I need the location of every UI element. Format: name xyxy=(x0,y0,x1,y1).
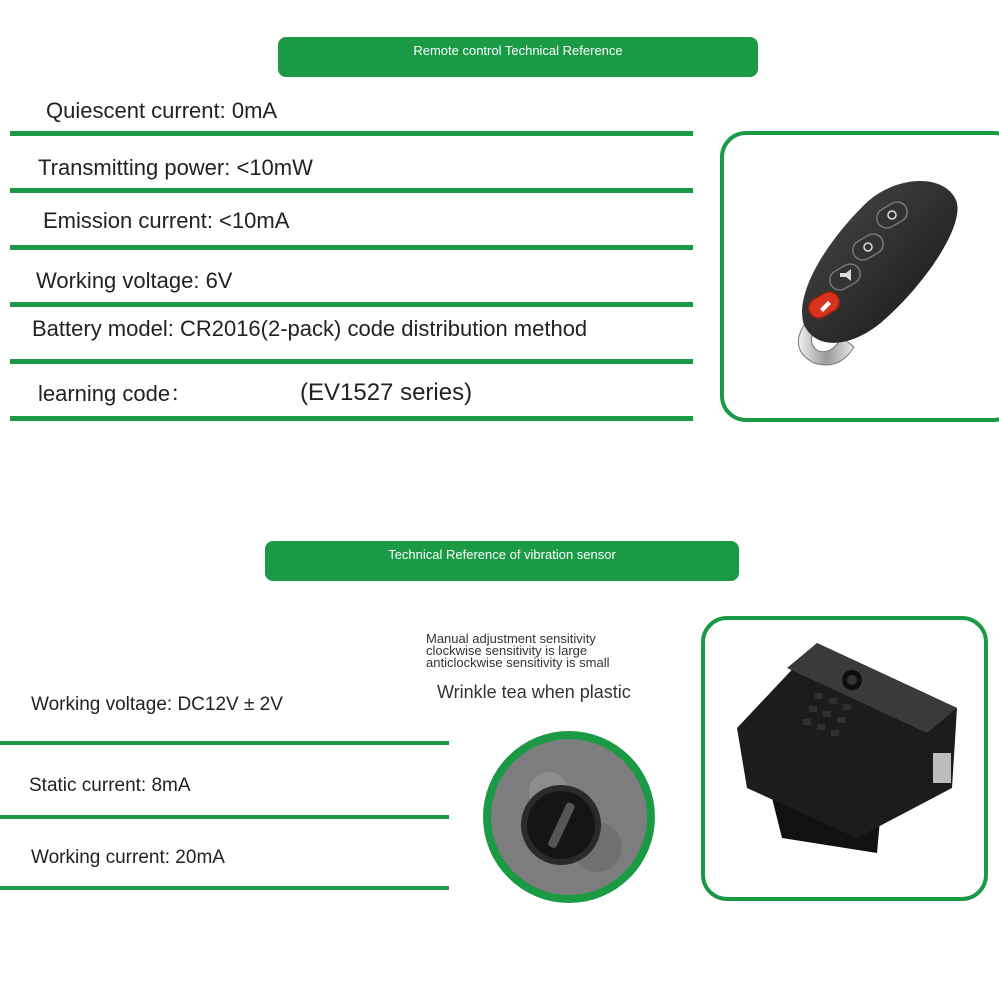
sensor-image-frame xyxy=(701,616,988,901)
remote-banner-title: Remote control Technical Reference xyxy=(413,43,623,58)
divider xyxy=(10,131,693,136)
divider xyxy=(0,741,449,745)
remote-image-frame xyxy=(720,131,999,422)
sensor-banner xyxy=(265,541,739,581)
spec-working-current: Working current: 20mA xyxy=(31,847,225,868)
remote-banner xyxy=(278,37,758,77)
note-line: clockwise sensitivity is large xyxy=(426,643,588,658)
divider xyxy=(10,245,693,250)
knob-image xyxy=(479,727,659,907)
spec-working-voltage: Working voltage: 6V xyxy=(36,268,233,293)
divider xyxy=(0,815,449,819)
divider xyxy=(10,188,693,193)
note-line: anticlockwise sensitivity is small xyxy=(426,655,610,670)
spec-transmitting-power: Transmitting power: <10mW xyxy=(38,155,313,180)
spec-sensor-voltage: Working voltage: DC12V ± 2V xyxy=(31,694,283,715)
divider xyxy=(0,886,449,890)
divider xyxy=(10,416,693,421)
remote-control-image xyxy=(784,175,999,375)
spec-battery-model: Battery model: CR2016(2-pack) code distribution method xyxy=(32,316,588,341)
divider xyxy=(10,302,693,307)
sensor-banner-title: Technical Reference of vibration sensor xyxy=(388,547,616,562)
sensitivity-notes xyxy=(426,633,610,669)
spec-series: (EV1527 series) xyxy=(300,379,473,406)
spec-quiescent-current: Quiescent current: 0mA xyxy=(46,98,278,123)
divider xyxy=(10,359,693,364)
sensor-image xyxy=(727,638,977,868)
note-line: Manual adjustment sensitivity xyxy=(426,631,596,646)
spec-learning-code: learning code： xyxy=(38,381,193,406)
knob-caption: Wrinkle tea when plastic xyxy=(437,682,631,702)
spec-emission-current: Emission current: <10mA xyxy=(43,208,290,233)
spec-static-current: Static current: 8mA xyxy=(29,775,191,796)
